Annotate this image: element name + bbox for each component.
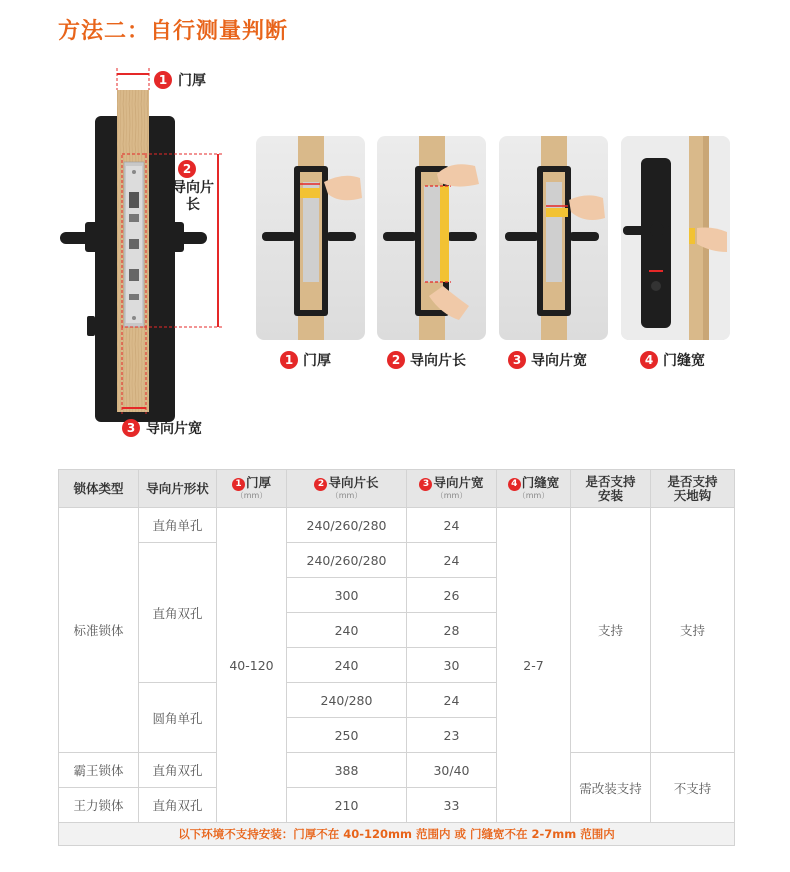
cell-guide-width: 33 [407, 788, 497, 823]
table-row [59, 508, 735, 543]
header-gap-width [497, 470, 571, 508]
cell-lock-type: 标准锁体 [59, 508, 139, 753]
callout-label: 导向片 长 [172, 180, 214, 213]
cell-guide-shape: 直角双孔 [139, 543, 217, 683]
cell-gap-width: 2-7 [497, 508, 571, 823]
marker-number-3: 3 [122, 419, 140, 437]
compatibility-table [58, 469, 734, 848]
cell-guide-length: 240/260/280 [287, 543, 407, 578]
header-label: 导向片宽 [433, 475, 484, 490]
marker-number-1: 1 [154, 71, 172, 89]
page-title: 方法二：自行测量判断 [58, 19, 289, 44]
callout-guide-width [122, 418, 202, 438]
cell-install-support: 支持 [571, 508, 651, 753]
cell-guide-length: 388 [287, 753, 407, 788]
cell-install-support: 需改装支持 [571, 753, 651, 823]
marker-number-3: 3 [508, 351, 526, 369]
cell-guide-width: 23 [407, 718, 497, 753]
marker-number-3: 3 [419, 478, 432, 491]
marker-number-2: 2 [314, 478, 327, 491]
cell-guide-width: 26 [407, 578, 497, 613]
callout-label: 门厚 [178, 73, 206, 89]
header-door-thickness [217, 470, 287, 508]
table-header-row [59, 470, 735, 508]
cell-guide-width: 30/40 [407, 753, 497, 788]
unsupported-note: 以下环境不支持安装：门厚不在 40-120mm 范围内 或 门缝宽不在 2-7mm 范围内 [59, 823, 735, 846]
cell-hook-support: 支持 [651, 508, 735, 753]
marker-number-4: 4 [508, 478, 521, 491]
marker-number-2: 2 [387, 351, 405, 369]
callout-label: 导向片宽 [146, 421, 202, 437]
header-hook-support: 是否支持 天地钩 [651, 470, 735, 508]
step-label-text: 门缝宽 [663, 353, 705, 369]
cell-guide-shape: 圆角单孔 [139, 683, 217, 753]
cell-guide-length: 300 [287, 578, 407, 613]
table-footer-row [59, 823, 735, 846]
lock-measure-diagram [50, 64, 250, 454]
step-label-3 [508, 350, 587, 370]
step-label-1 [280, 350, 331, 370]
header-unit: （mm） [330, 491, 363, 500]
cell-lock-type: 霸王锁体 [59, 753, 139, 788]
cell-guide-shape: 直角单孔 [139, 508, 217, 543]
cell-door-thickness: 40-120 [217, 508, 287, 823]
cell-guide-length: 240 [287, 648, 407, 683]
step-label-2 [387, 350, 466, 370]
cell-guide-shape: 直角双孔 [139, 788, 217, 823]
header-lock-type: 锁体类型 [59, 470, 139, 508]
cell-guide-length: 210 [287, 788, 407, 823]
cell-hook-support: 不支持 [651, 753, 735, 823]
marker-number-4: 4 [640, 351, 658, 369]
callout-door-thickness [154, 70, 206, 90]
header-label: 导向片长 [328, 475, 379, 490]
table-row [59, 753, 735, 788]
cell-guide-width: 30 [407, 648, 497, 683]
header-label: 门厚 [245, 475, 271, 490]
step-image-guide-length [377, 136, 486, 340]
header-label: 门缝宽 [521, 475, 560, 490]
cell-guide-length: 240 [287, 613, 407, 648]
marker-number-1: 1 [232, 478, 245, 491]
cell-guide-width: 28 [407, 613, 497, 648]
cell-guide-length: 240/280 [287, 683, 407, 718]
cell-guide-shape: 直角双孔 [139, 753, 217, 788]
step-image-gap-width [621, 136, 730, 340]
cell-guide-width: 24 [407, 543, 497, 578]
header-guide-length [287, 470, 407, 508]
cell-guide-length: 240/260/280 [287, 508, 407, 543]
step-label-text: 导向片长 [410, 353, 466, 369]
header-unit: （mm） [235, 491, 268, 500]
marker-number-2: 2 [178, 160, 196, 178]
step-label-4 [640, 350, 705, 370]
header-unit: （mm） [435, 491, 468, 500]
step-label-text: 门厚 [303, 353, 331, 369]
step-label-text: 导向片宽 [531, 353, 587, 369]
step-image-door-thickness [256, 136, 365, 340]
marker-number-1: 1 [280, 351, 298, 369]
header-unit: （mm） [517, 491, 550, 500]
lock-illustration [50, 64, 250, 454]
cell-guide-width: 24 [407, 683, 497, 718]
cell-guide-width: 24 [407, 508, 497, 543]
header-guide-width [407, 470, 497, 508]
callout-guide-length [172, 160, 214, 214]
step-image-guide-width [499, 136, 608, 340]
cell-lock-type: 王力锁体 [59, 788, 139, 823]
header-install-support: 是否支持 安装 [571, 470, 651, 508]
header-guide-shape: 导向片形状 [139, 470, 217, 508]
cell-guide-length: 250 [287, 718, 407, 753]
